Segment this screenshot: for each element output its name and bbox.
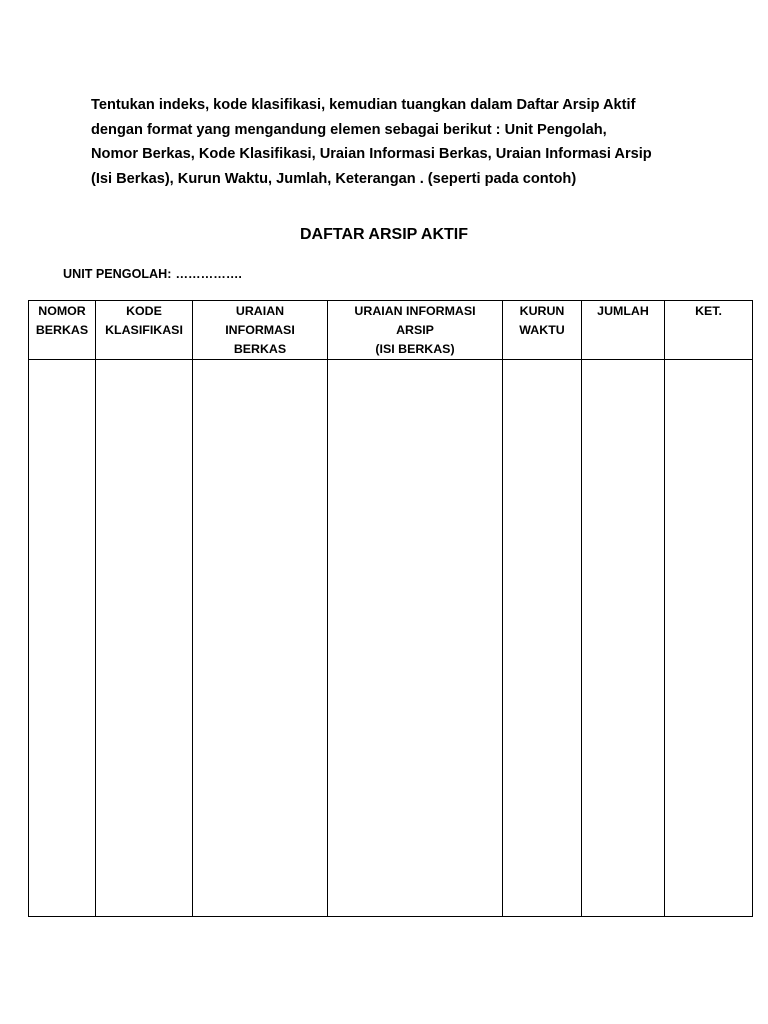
unit-pengolah-value: ……………. — [175, 267, 242, 281]
document-title: DAFTAR ARSIP AKTIF — [300, 226, 468, 243]
column-header-text: BERKAS — [35, 323, 89, 337]
column-header-text: KURUN — [519, 304, 565, 318]
column-header-text: ARSIP — [396, 323, 434, 337]
column-header-text: (ISI BERKAS) — [375, 342, 455, 356]
unit-pengolah-line — [63, 267, 242, 281]
table-cell-kurun-waktu[interactable] — [503, 360, 582, 917]
column-header-ket — [665, 301, 753, 360]
unit-pengolah-label: UNIT PENGOLAH: — [63, 267, 172, 281]
column-header-uraian-informasi-berkas — [193, 301, 328, 360]
instructions-paragraph — [91, 93, 691, 191]
instructions-line: (Isi Berkas), Kurun Waktu, Jumlah, Keterangan . (seperti pada contoh) — [91, 170, 577, 187]
column-header-text: URAIAN — [235, 304, 285, 318]
table-row — [29, 360, 753, 917]
column-header-text: INFORMASI — [225, 323, 295, 337]
archive-table — [28, 300, 753, 917]
column-header-uraian-informasi-arsip — [328, 301, 503, 360]
column-header-text: WAKTU — [519, 323, 565, 337]
column-header-text: BERKAS — [233, 342, 287, 356]
table-cell-nomor-berkas[interactable] — [29, 360, 96, 917]
table-cell-ket[interactable] — [665, 360, 753, 917]
table-cell-kode-klasifikasi[interactable] — [96, 360, 193, 917]
column-header-text: KET. — [695, 304, 722, 318]
column-header-text: KODE — [126, 304, 162, 318]
instructions-line: Tentukan indeks, kode klasifikasi, kemudian tuangkan dalam Daftar Arsip Aktif — [91, 97, 636, 113]
column-header-text: NOMOR — [38, 304, 86, 318]
table-cell-uraian-informasi-arsip[interactable] — [328, 360, 503, 917]
instructions-line: Nomor Berkas, Kode Klasifikasi, Uraian Informasi Berkas, Uraian Informasi Arsip — [91, 146, 652, 163]
column-header-nomor-berkas — [29, 301, 96, 360]
column-header-text: JUMLAH — [597, 304, 649, 318]
table-cell-uraian-informasi-berkas[interactable] — [193, 360, 328, 917]
column-header-jumlah — [582, 301, 665, 360]
column-header-kurun-waktu — [503, 301, 582, 360]
column-header-text: URAIAN INFORMASI — [354, 304, 476, 318]
table-cell-jumlah[interactable] — [582, 360, 665, 917]
instructions-line: dengan format yang mengandung elemen sebagai berikut : Unit Pengolah, — [91, 121, 607, 138]
column-header-kode-klasifikasi — [96, 301, 193, 360]
column-header-text: KLASIFIKASI — [105, 323, 183, 337]
table-header-row — [29, 301, 753, 360]
